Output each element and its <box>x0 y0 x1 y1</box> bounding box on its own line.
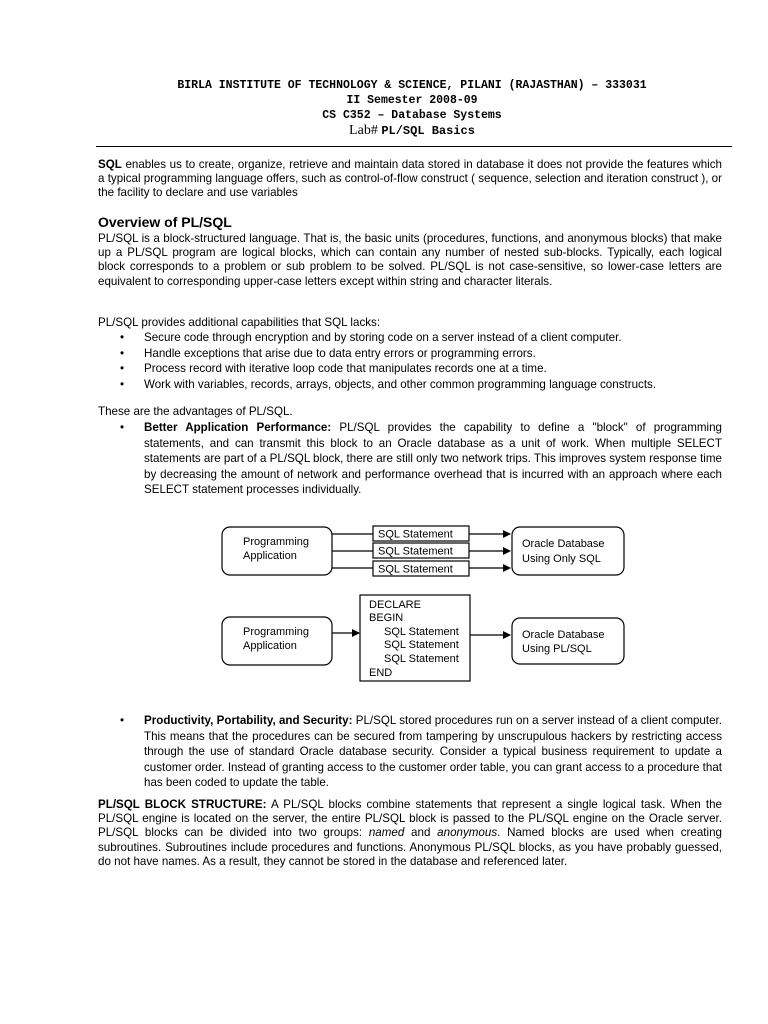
block-sql-statement: SQL Statement <box>384 653 459 665</box>
app-label-line1: Programming <box>243 536 310 548</box>
header-divider <box>96 146 732 147</box>
app-label-line2: Application <box>243 550 297 562</box>
advantage-title: Productivity, Portability, and Security: <box>144 714 353 727</box>
list-item: • Productivity, Portability, and Security: PL/SQL stored procedures run on a server instead of a client computer. This means that the procedures can be secured from tampering by unscrupulous hackers by restricting access through the use of standard Oracle database security. Consider a typical business requirement to update a customer order. Instead of granting access to the customer order table, you can grant access to a procedure that has been coded to update the table. <box>120 714 722 790</box>
lab-label: Lab# <box>349 123 378 138</box>
block-declare: DECLARE <box>369 599 421 611</box>
advantage-text: PL/SQL provides the capability to define a "block" of programming statements, and can transmit this block to an Oracle database as a unit of work. When multiple SELECT statements are part of a PL/SQL block, there are still only two network trips. This improves system response time by decreasing the amount of network and performance overhead that is incurred with an approach where each SELECT statement processes individually. <box>144 421 722 497</box>
capability-text: Work with variables, records, arrays, objects, and other common programming language constructs. <box>144 377 657 391</box>
list-item: • Secure code through encryption and by storing code on a server instead of a client computer. <box>120 331 622 344</box>
db1-label-line2: Using Only SQL <box>522 553 601 565</box>
sql-statement-label: SQL Statement <box>378 563 453 576</box>
sql-statement-label: SQL Statement <box>378 528 453 541</box>
app-label-line2: Application <box>243 640 297 652</box>
db1-label-line1: Oracle Database <box>522 538 605 550</box>
block-structure-text1: A PL/SQL blocks combine statements that represent a single logical task. When the PL/SQL engine is located on the server, the entire PL/SQL block is passed to the PL/SQL engine on the Oracle server. PL/SQL blocks can be divided into two groups: <box>98 798 722 840</box>
list-item: • Work with variables, records, arrays, objects, and other common programming language constructs. <box>120 377 657 391</box>
list-item: • Handle exceptions that arise due to data entry errors or programming errors. <box>120 346 536 360</box>
intro-text: enables us to create, organize, retrieve and maintain data stored in database it does not provide the features which a typical programming language offers, such as control-of-flow construct ( sequence, selection and iteration construct ), or the facility to declare and use variables <box>98 158 722 200</box>
block-end: END <box>369 667 393 679</box>
performance-diagram <box>210 515 640 691</box>
document-header <box>96 78 728 139</box>
and-word: and <box>404 826 438 840</box>
overview-paragraph: PL/SQL is a block-structured language. That is, the basic units (procedures, functions, and anonymous blocks) that make up a PL/SQL program are logical blocks, which can contain any number of nested sub-blocks. Typically, each logical block corresponds to a problem or sub problem to be solved. PL/SQL is not case-sensitive, so lower-case letters are equivalent to corresponding upper-case letters except within string and character literals. <box>98 232 722 288</box>
db2-label-line2: Using PL/SQL <box>522 643 592 655</box>
intro-term: SQL <box>98 158 122 171</box>
capabilities-intro: PL/SQL provides additional capabilities that SQL lacks: <box>98 316 381 329</box>
oracle-db-sql-box <box>512 527 624 575</box>
block-sql-statement: SQL Statement <box>384 639 459 651</box>
semester: II Semester 2008-09 <box>346 94 478 107</box>
advantages-intro: These are the advantages of PL/SQL. <box>98 405 293 418</box>
advantage-list-2 <box>98 713 722 791</box>
capability-text: Secure code through encryption and by storing code on a server instead of a client computer. <box>144 331 622 344</box>
advantage-text: PL/SQL stored procedures run on a server instead of a client computer. This means that the procedures can be secured from tampering by unscrupulous hackers by restricting access through the use of standard Oracle database security. Consider a typical business requirement to update a customer order. Instead of granting access to the customer order table, you can grant access to a procedure that has been coded to update the table. <box>144 714 722 790</box>
block-structure-text2: . Named blocks are used when creating subroutines. Subroutines include procedures and functions. Anonymous PL/SQL blocks, as you have probably guessed, do not have names. As a result, they cannot be stored in the database and referenced later. <box>98 826 722 868</box>
capability-text: Process record with iterative loop code that manipulates records one at a time. <box>144 362 547 376</box>
overview-heading: Overview of PL/SQL <box>98 214 232 230</box>
block-begin: BEGIN <box>369 612 404 624</box>
oracle-db-plsql-box <box>512 618 624 664</box>
anonymous-term: anonymous <box>437 826 498 840</box>
institute-name: BIRLA INSTITUTE OF TECHNOLOGY & SCIENCE, PILANI (RAJASTHAN) – 333031 <box>177 79 647 92</box>
advantage-title: Better Application Performance: <box>144 421 332 434</box>
advantage-list-1 <box>98 420 722 498</box>
lab-title: PL/SQL Basics <box>381 124 475 138</box>
capability-text: Handle exceptions that arise due to data entry errors or programming errors. <box>144 346 536 360</box>
block-structure-paragraph <box>98 798 722 869</box>
course-title: CS C352 – Database Systems <box>322 109 502 122</box>
block-structure-title: PL/SQL BLOCK STRUCTURE: <box>98 798 267 811</box>
lab-title-line <box>96 123 728 139</box>
capabilities-list <box>98 330 722 392</box>
named-term: named <box>368 826 405 840</box>
list-item: • Process record with iterative loop code that manipulates records one at a time. <box>120 362 547 376</box>
app-label-line1: Programming <box>243 626 310 638</box>
block-sql-statement: SQL Statement <box>384 626 459 638</box>
db2-label-line1: Oracle Database <box>522 629 605 641</box>
intro-paragraph <box>98 158 722 201</box>
list-item: • Better Application Performance: PL/SQL provides the capability to define a "block" of programming statements, and can transmit this block to an Oracle database as a unit of work. When multiple SELECT statements are part of a PL/SQL block, there are still only two network trips. This improves system response time by decreasing the amount of network and performance overhead that is incurred with an approach where each SELECT statement processes individually. <box>120 421 722 497</box>
sql-statement-label: SQL Statement <box>378 545 453 558</box>
